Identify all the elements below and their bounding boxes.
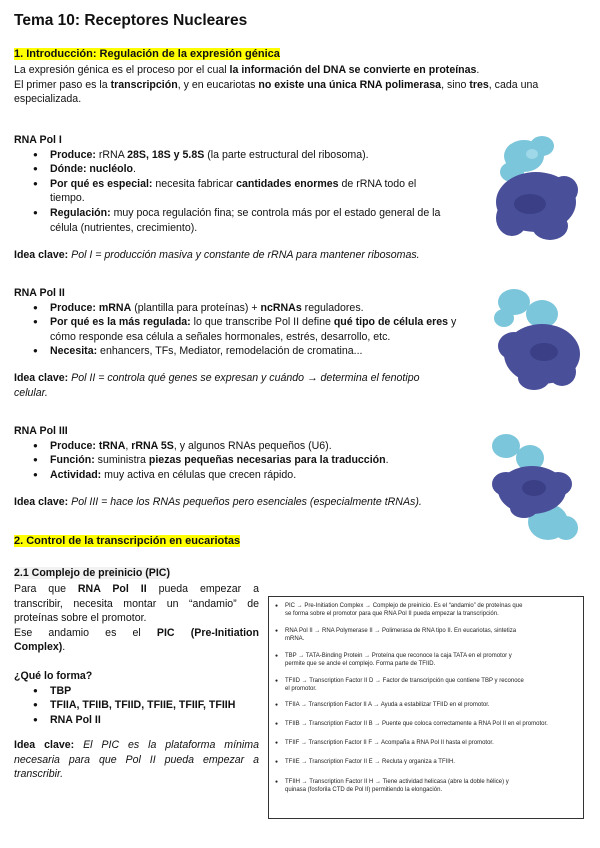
highlighted-heading: 1. Introducción: Regulación de la expresión génica	[14, 48, 280, 60]
pol2-title: RNA Pol II	[14, 287, 65, 299]
list-item: ● Dónde: nucléolo.	[14, 162, 474, 177]
list-item: ● Produce: mRNA (plantilla para proteínas) + ncRNAs reguladores.	[14, 301, 476, 316]
list-item: ● Necesita: enhancers, TFs, Mediator, remodelación de cromatina...	[14, 344, 476, 359]
glossary-row: ● TFIIH → Transcription Factor II H → Tiene actividad helicasa (abre la doble hélice) y quinasa (fosforila CTD de Pol II) permitiendo la elongación.	[285, 778, 577, 794]
pol3-list	[14, 439, 474, 483]
glossary-row: ● RNA Pol II → RNA Polymerase II → Polimerasa de RNA tipo II. En eucariotas, sintetiza mRNA.	[285, 627, 577, 643]
list-item: ● Función: suministra piezas pequeñas necesarias para la traducción.	[14, 453, 474, 468]
intro-paragraph	[14, 63, 586, 107]
pic-glossary-box	[268, 596, 584, 819]
list-item: ● Por qué es especial: necesita fabricar cantidades enormes de rRNA todo el tiempo.	[14, 177, 474, 206]
intro-line-2: El primer paso es la transcripción, y en eucariotas no existe una única RNA polimerasa, sino tres, cada una	[14, 78, 539, 91]
glossary-row: ● TBP → TATA-Binding Protein → Proteína que reconoce la caja TATA en el promotor y permite que se ancle el complejo. Forma parte de TFIID.	[285, 652, 577, 668]
rna-pol1-structure-image	[484, 134, 584, 248]
list-item: ● Regulación: muy poca regulación fina; se controla más por el estado general de la célula (nutrientes, crecimiento).	[14, 206, 474, 235]
glossary-row: ● TFIIF → Transcription Factor II F → Acompaña a RNA Pol II hasta el promotor.	[285, 739, 577, 747]
pic-component-list	[14, 684, 259, 728]
pol3-block	[14, 424, 474, 482]
rna-pol3-structure-image	[484, 428, 584, 546]
pol1-title: RNA Pol I	[14, 134, 62, 146]
glossary-row: ● TFIIE → Transcription Factor II E → Recluta y organiza a TFIIH.	[285, 758, 577, 766]
pic-components	[14, 669, 259, 727]
pol1-list	[14, 148, 474, 236]
list-item: ● TBP	[14, 684, 259, 699]
pol3-title: RNA Pol III	[14, 425, 68, 437]
rna-pol2-structure-image	[484, 286, 584, 396]
pic-key-idea: Idea clave: El PIC es la plataforma mínima necesaria para que Pol II pueda empezar a transcribir.	[14, 739, 259, 781]
section-1-heading	[14, 47, 280, 62]
pic-paragraph: Para que RNA Pol II pueda empezar a transcribir, necesita montar un “andamio” de proteínas sobre el promotor. Ese andamio es el PIC (Pre-Initiation Complex).	[14, 583, 259, 654]
list-item: ● Produce: tRNA, rRNA 5S, y algunos RNAs pequeños (U6).	[14, 439, 474, 454]
glossary-row: ● TFIIA → Transcription Factor II A → Ayuda a estabilizar TFIID en el promotor.	[285, 701, 577, 709]
section-2-heading	[14, 534, 240, 549]
document-title: Tema 10: Receptores Nucleares	[14, 12, 248, 29]
pol3-key-idea: Idea clave: Pol III = hace los RNAs pequeños pero esenciales (especialmente tRNAs).	[14, 496, 422, 508]
list-item: ● TFIIA, TFIIB, TFIID, TFIIE, TFIIF, TFIIH	[14, 698, 259, 713]
list-item: ● Por qué es la más regulada: lo que transcribe Pol II define qué tipo de célula eres y cómo responde esa célula a señales hormonales, estrés, desarrollo, etc.	[14, 315, 476, 344]
list-item: ● Actividad: muy activa en células que crecen rápido.	[14, 468, 474, 483]
list-item: ● RNA Pol II	[14, 713, 259, 728]
intro-line-1: La expresión génica es el proceso por el cual la información del DNA se convierte en proteínas.	[14, 64, 480, 76]
pic-subheading: 2.1 Complejo de preinicio (PIC)	[14, 567, 170, 579]
highlighted-heading: 2. Control de la transcripción en eucariotas	[14, 535, 241, 547]
pol1-key-idea: Idea clave: Pol I = producción masiva y constante de rRNA para mantener ribosomas.	[14, 249, 420, 261]
list-item: ● Produce: rRNA 28S, 18S y 5.8S (la parte estructural del ribosoma).	[14, 148, 474, 163]
pol2-key-idea: Idea clave: Pol II = controla qué genes se expresan y cuándo → determina el fenotipo celular.	[14, 372, 420, 399]
pol2-list	[14, 301, 476, 359]
pol1-block	[14, 133, 474, 235]
glossary-row: ● PIC → Pre-Initiation Complex → Complejo de preinicio. Es el “andamio” de proteínas que se forma sobre el promotor para que RNA Pol II pueda empezar la transcripción.	[285, 602, 577, 618]
glossary-row: ● TFIIB → Transcription Factor II B → Puente que coloca correctamente a RNA Pol II en el promotor.	[285, 720, 577, 728]
question-heading: ¿Qué lo forma?	[14, 670, 93, 682]
glossary-row: ● TFIID → Transcription Factor II D → Factor de transcripción que contiene TBP y reconoce el promotor.	[285, 677, 577, 693]
pol2-block	[14, 286, 476, 359]
intro-line-3: especializada.	[14, 93, 82, 106]
